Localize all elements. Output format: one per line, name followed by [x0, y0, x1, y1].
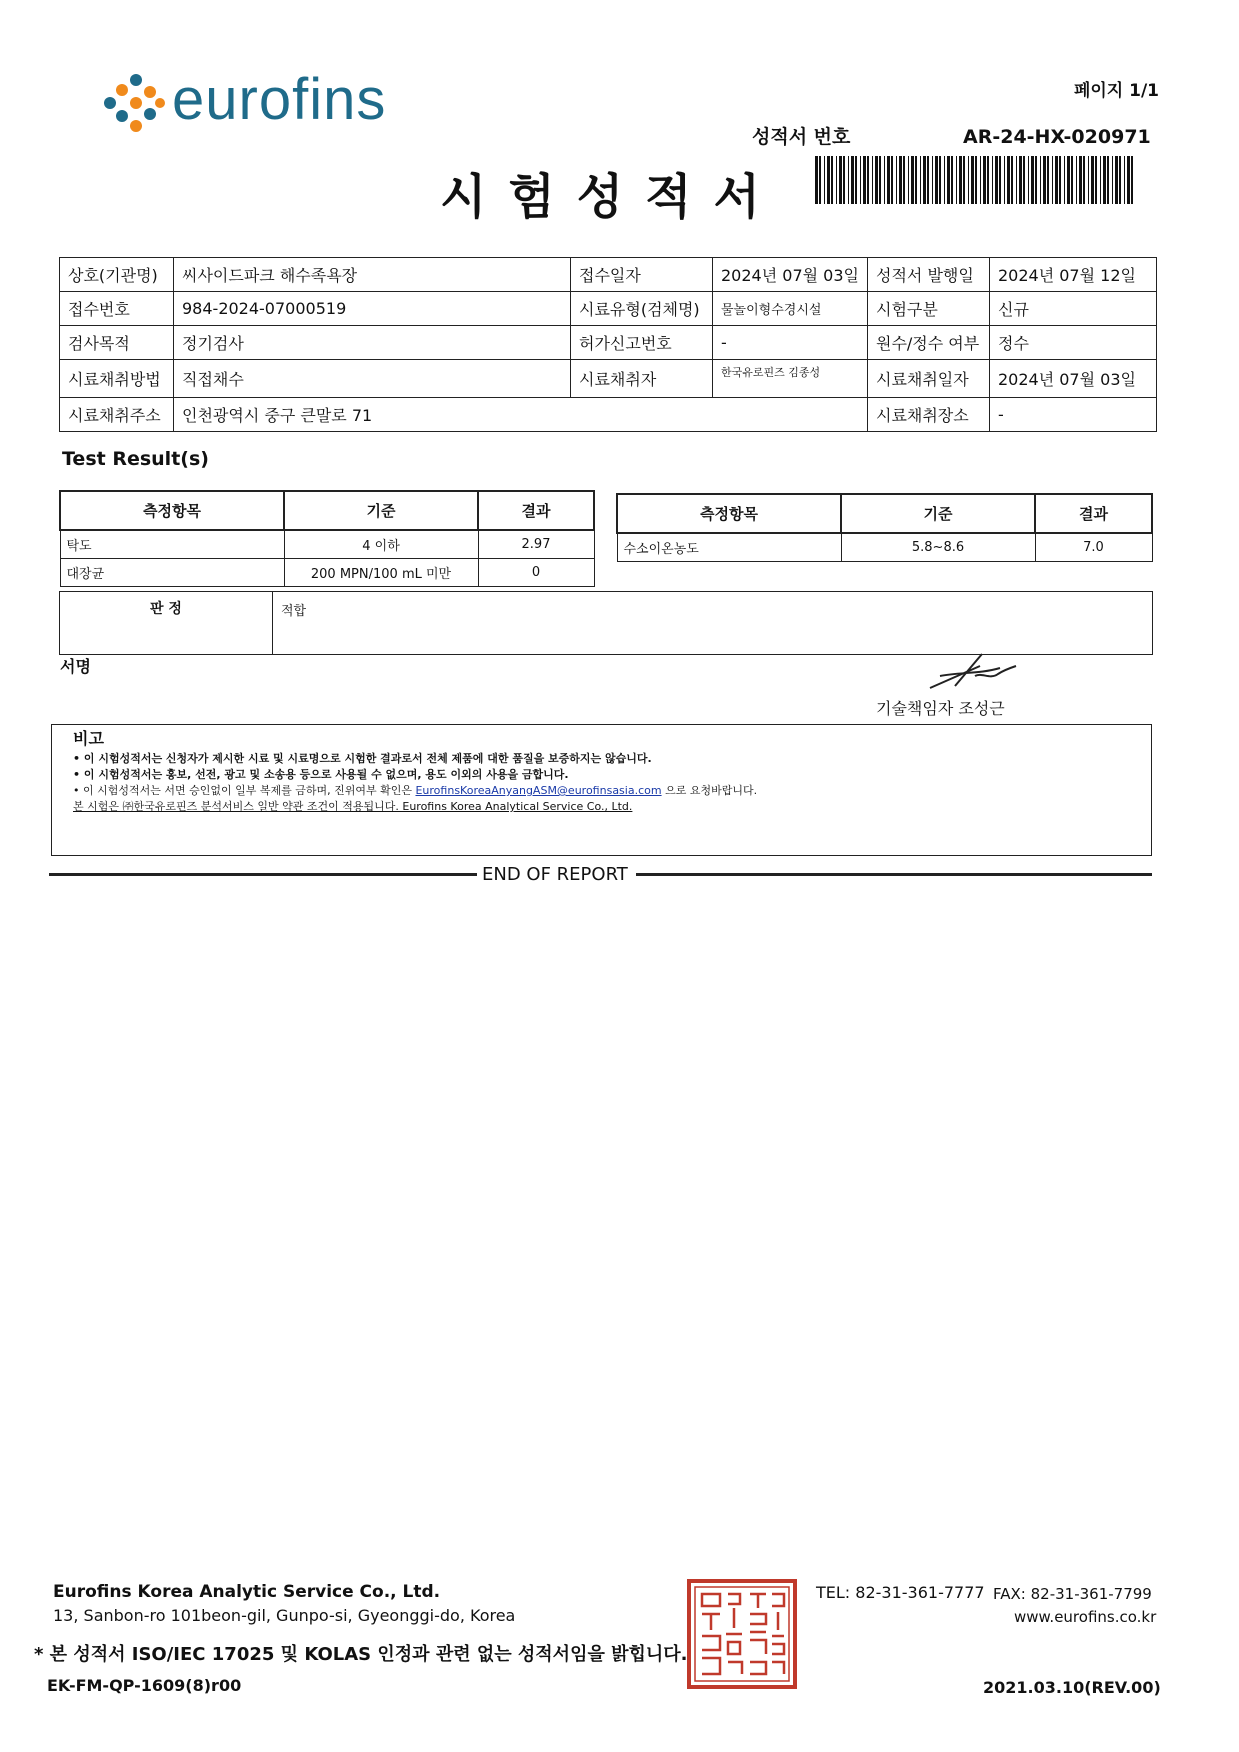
barcode-bar	[1067, 156, 1070, 204]
barcode-bar	[1103, 156, 1106, 204]
result-cell: 7.0	[1035, 533, 1152, 562]
raw-clean-value: 정수	[989, 326, 1156, 360]
barcode-bar	[1095, 156, 1097, 204]
barcode-bar	[839, 156, 842, 204]
barcode-bar	[815, 156, 818, 204]
barcode-bar	[899, 156, 902, 204]
barcode-bar	[872, 156, 873, 204]
receipt-no-value: 984-2024-07000519	[174, 292, 571, 326]
barcode-bar	[932, 156, 933, 204]
barcode-bar	[831, 156, 833, 204]
raw-clean-label: 원수/정수 여부	[867, 326, 989, 360]
remarks-title: 비고	[73, 729, 104, 748]
company-label: 상호(기관명)	[60, 258, 174, 292]
header-standard: 기준	[841, 494, 1035, 533]
barcode-bar	[860, 156, 861, 204]
barcode-bar	[855, 156, 857, 204]
standard-cell: 5.8~8.6	[841, 533, 1035, 562]
result-cell: 2.97	[478, 530, 594, 559]
remark-line-suffix: 으로 요청바랍니다.	[665, 784, 758, 797]
barcode-bar	[887, 156, 890, 204]
barcode-bar	[1031, 156, 1034, 204]
results-table-right	[616, 493, 1153, 562]
barcode-bar	[1112, 156, 1113, 204]
remark-line: • 이 시험성적서는 신청자가 제시한 시료 및 시료명으로 시험한 결과로서 전체 제품에 대한 품질을 보증하지는 않습니다.	[73, 752, 652, 765]
barcode-bar	[968, 156, 969, 204]
barcode-bar	[903, 156, 905, 204]
barcode-bar	[1127, 156, 1130, 204]
signature-title: 기술책임자 조성근	[876, 699, 1005, 718]
barcode-bar	[995, 156, 998, 204]
barcode-bar	[1107, 156, 1109, 204]
barcode-bar	[1064, 156, 1065, 204]
barcode-bar	[951, 156, 953, 204]
method-value: 직접채수	[174, 360, 571, 398]
barcode-bar	[983, 156, 986, 204]
table-row	[60, 559, 594, 587]
barcode-bar	[915, 156, 917, 204]
barcode-bar	[939, 156, 941, 204]
eurofins-logo-dots	[96, 68, 166, 138]
barcode-bar	[1071, 156, 1073, 204]
barcode-bar	[1011, 156, 1013, 204]
remark-line: • 이 시험성적서는 홍보, 선전, 광고 및 소송용 등으로 사용될 수 없으며, 용도 이외의 사용을 금합니다.	[73, 768, 569, 781]
barcode-bar	[935, 156, 938, 204]
barcode-bar	[1007, 156, 1010, 204]
barcode-bar	[1091, 156, 1094, 204]
barcode-bar	[1016, 156, 1017, 204]
barcode-bar	[920, 156, 921, 204]
header-result: 결과	[478, 491, 594, 530]
barcode-bar	[867, 156, 869, 204]
page-number: 페이지 1/1	[1073, 81, 1159, 101]
sampling-date-label: 시료채취일자	[867, 360, 989, 398]
signature-mark	[920, 646, 1020, 696]
barcode-bar	[980, 156, 981, 204]
barcode-bar	[971, 156, 974, 204]
barcode-bar	[911, 156, 914, 204]
document-title: 시험성적서	[440, 169, 782, 225]
barcode-bar	[956, 156, 957, 204]
barcode-bar	[1119, 156, 1121, 204]
footer-web[interactable]: www.eurofins.co.kr	[1014, 1608, 1157, 1626]
item-cell: 수소이온농도	[617, 533, 841, 562]
info-table	[59, 257, 1157, 432]
footer-company: Eurofins Korea Analytic Service Co., Ltd.	[53, 1582, 441, 1602]
item-cell: 탁도	[60, 530, 284, 559]
standard-cell: 4 이하	[284, 530, 478, 559]
barcode-bar	[999, 156, 1001, 204]
results-table-left	[59, 490, 595, 587]
barcode-bar	[944, 156, 945, 204]
result-cell: 0	[478, 559, 594, 587]
barcode-bar	[1035, 156, 1037, 204]
barcode-bar	[1079, 156, 1082, 204]
barcode-bar	[1088, 156, 1089, 204]
remark-line-prefix: • 이 시험성적서는 서면 승인없이 일부 복제를 금하며, 진위여부 확인은	[73, 784, 412, 797]
judgment-label: 판 정	[60, 592, 273, 655]
barcode-bar	[1019, 156, 1022, 204]
judgment-value: 적합	[273, 592, 1153, 655]
footer-fax: FAX: 82-31-361-7799	[993, 1585, 1152, 1603]
barcode-bar	[1124, 156, 1125, 204]
sampler-value: 한국유로핀즈 김종성	[713, 360, 868, 398]
footer-address: 13, Sanbon-ro 101beon-gil, Gunpo-si, Gyeonggi-do, Korea	[53, 1606, 516, 1625]
barcode-bar	[975, 156, 977, 204]
footer-tel: TEL: 82-31-361-7777	[816, 1583, 985, 1602]
test-results-title: Test Result(s)	[62, 448, 209, 470]
barcode-bar	[836, 156, 837, 204]
item-cell: 대장균	[60, 559, 284, 587]
company-value: 씨사이드파크 해수족욕장	[174, 258, 571, 292]
barcode-bar	[827, 156, 830, 204]
issue-date-label: 성적서 발행일	[867, 258, 989, 292]
standard-cell: 200 MPN/100 mL 미만	[284, 559, 478, 587]
barcode-bar	[1052, 156, 1053, 204]
table-row	[60, 530, 594, 559]
barcode-bar	[987, 156, 989, 204]
permit-value: -	[713, 326, 868, 360]
barcode-bar	[1043, 156, 1046, 204]
purpose-value: 정기검사	[174, 326, 571, 360]
permit-label: 허가신고번호	[571, 326, 713, 360]
cert-number-label: 성적서 번호	[752, 126, 851, 148]
form-code: EK-FM-QP-1609(8)r00	[47, 1676, 242, 1695]
test-type-value: 신규	[989, 292, 1156, 326]
place-value: -	[989, 398, 1156, 432]
barcode-bar	[863, 156, 866, 204]
company-seal-stamp	[686, 1578, 798, 1690]
barcode-bar	[851, 156, 854, 204]
barcode-bar	[848, 156, 849, 204]
barcode-bar	[963, 156, 965, 204]
eurofins-logo: eurofins	[172, 67, 387, 132]
sample-type-label: 시료유형(검체명)	[571, 292, 713, 326]
email-link[interactable]: EurofinsKoreaAnyangASM@eurofinsasia.com	[415, 784, 662, 797]
sampling-date-value: 2024년 07월 03일	[989, 360, 1156, 398]
cert-number: AR-24-HX-020971	[963, 126, 1151, 148]
signature-label: 서명	[60, 657, 91, 676]
barcode-bar	[819, 156, 821, 204]
barcode-bar	[1131, 156, 1133, 204]
issue-date-value: 2024년 07월 12일	[989, 258, 1156, 292]
barcode-icon	[815, 156, 1135, 204]
remark-line: 본 시험은 ㈜한국유로핀즈 분석서비스 일반 약관 조건이 적용됩니다. Eurofins Korea Analytical Service Co., Ltd.	[73, 800, 633, 813]
table-row	[617, 533, 1152, 562]
barcode-bar	[891, 156, 893, 204]
header-item: 측정항목	[617, 494, 841, 533]
barcode-bar	[1028, 156, 1029, 204]
divider	[636, 873, 1152, 876]
barcode-bar	[1115, 156, 1118, 204]
remark-line	[73, 782, 757, 798]
barcode-bar	[1076, 156, 1077, 204]
sample-type-value: 물놀이형수경시설	[713, 292, 868, 326]
sampler-label: 시료채취자	[571, 360, 713, 398]
barcode-bar	[959, 156, 962, 204]
header-item: 측정항목	[60, 491, 284, 530]
barcode-bar	[1047, 156, 1049, 204]
barcode-bar	[1004, 156, 1005, 204]
barcode-bar	[1083, 156, 1085, 204]
method-label: 시료채취방법	[60, 360, 174, 398]
barcode-bar	[1100, 156, 1101, 204]
header-standard: 기준	[284, 491, 478, 530]
barcode-bar	[896, 156, 897, 204]
barcode-bar	[884, 156, 885, 204]
barcode-bar	[1059, 156, 1061, 204]
barcode-bar	[1040, 156, 1041, 204]
received-date-value: 2024년 07월 03일	[713, 258, 868, 292]
revision: 2021.03.10(REV.00)	[983, 1678, 1161, 1697]
barcode-bar	[879, 156, 881, 204]
barcode-bar	[1023, 156, 1025, 204]
footer-note: * 본 성적서 ISO/IEC 17025 및 KOLAS 인정과 관련 없는 성적서임을 밝힙니다.	[34, 1644, 688, 1665]
receipt-no-label: 접수번호	[60, 292, 174, 326]
test-type-label: 시험구분	[867, 292, 989, 326]
place-label: 시료채취장소	[867, 398, 989, 432]
address-label: 시료채취주소	[60, 398, 174, 432]
end-of-report: END OF REPORT	[482, 864, 628, 885]
barcode-bar	[923, 156, 926, 204]
received-date-label: 접수일자	[571, 258, 713, 292]
barcode-bar	[992, 156, 993, 204]
divider	[49, 873, 477, 876]
barcode-bar	[824, 156, 825, 204]
address-value: 인천광역시 중구 큰말로 71	[174, 398, 868, 432]
header-result: 결과	[1035, 494, 1152, 533]
barcode-bar	[1055, 156, 1058, 204]
barcode-bar	[947, 156, 950, 204]
purpose-label: 검사목적	[60, 326, 174, 360]
barcode-bar	[843, 156, 845, 204]
barcode-bar	[875, 156, 878, 204]
barcode-bar	[927, 156, 929, 204]
barcode-bar	[908, 156, 909, 204]
